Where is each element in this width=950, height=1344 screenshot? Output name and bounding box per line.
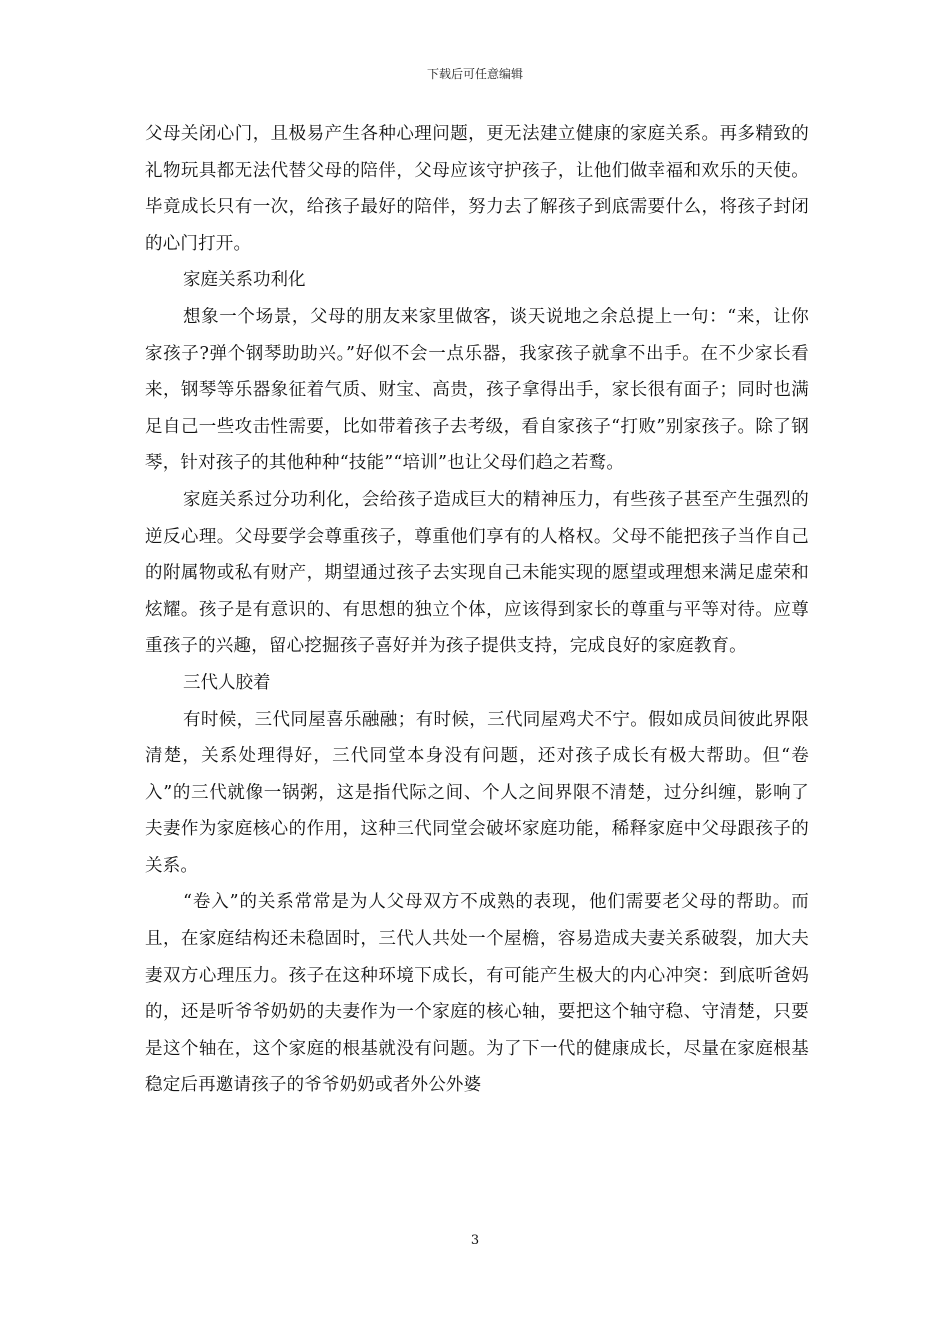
section-heading-2: 三代人胶着	[183, 672, 271, 693]
paragraph-4: 有时候，三代同屋喜乐融融；有时候，三代同屋鸡犬不宁。假如成员间彼此界限清楚，关系处理得好，三代同堂本身没有问题，还对孩子成长有极大帮助。但“卷入”的三代就像一锅粥，这是指代际之间、个人之间界限不清楚，过分纠缠，影响了夫妻作为家庭核心的作用，这种三代同堂会破坏家庭功能，稀释家庭中父母跟孩子的关系。	[145, 709, 809, 876]
section-heading-1: 家庭关系功利化	[183, 270, 306, 291]
document-body	[145, 116, 809, 1104]
paragraph-1: 父母关闭心门，且极易产生各种心理问题，更无法建立健康的家庭关系。再多精致的礼物玩具都无法代替父母的陪伴，父母应该守护孩子，让他们做幸福和欢乐的天使。毕竟成长只有一次，给孩子最好的陪伴，努力去了解孩子到底需要什么，将孩子封闭的心门打开。	[145, 124, 809, 254]
page-number: 3	[470, 1233, 480, 1248]
header-note: 下载后可任意编辑	[426, 67, 523, 81]
paragraph-2: 想象一个场景，父母的朋友来家里做客，谈天说地之余总提上一句：“来，让你家孩子?弹个钢琴助助兴。”好似不会一点乐器，我家孩子就拿不出手。在不少家长看来，钢琴等乐器象征着气质、财宝、高贵，孩子拿得出手，家长很有面子；同时也满足自己一些攻击性需要，比如带着孩子去考级，看自家孩子“打败”别家孩子。除了钢琴，针对孩子的其他种种“技能”“培训”也让父母们趋之若鹜。	[145, 306, 809, 474]
paragraph-3: 家庭关系过分功利化，会给孩子造成巨大的精神压力，有些孩子甚至产生强烈的逆反心理。父母要学会尊重孩子，尊重他们享有的人格权。父母不能把孩子当作自己的附属物或私有财产，期望通过孩子去实现自己未能实现的愿望或理想来满足虚荣和炫耀。孩子是有意识的、有思想的独立个体，应该得到家长的尊重与平等对待。应尊重孩子的兴趣，留心挖掘孩子喜好并为孩子提供支持，完成良好的家庭教育。	[145, 489, 809, 657]
paragraph-5: “卷入”的关系常常是为人父母双方不成熟的表现，他们需要老父母的帮助。而且，在家庭结构还未稳固时，三代人共处一个屋檐，容易造成夫妻关系破裂，加大夫妻双方心理压力。孩子在这种环境下成长，有可能产生极大的内心冲突：到底听爸妈的，还是听爷爷奶奶的夫妻作为一个家庭的核心轴，要把这个轴守稳、守清楚，只要是这个轴在，这个家庭的根基就没有问题。为了下一代的健康成长，尽量在家庭根基稳定后再邀请孩子的爷爷奶奶或者外公外婆	[145, 892, 809, 1096]
